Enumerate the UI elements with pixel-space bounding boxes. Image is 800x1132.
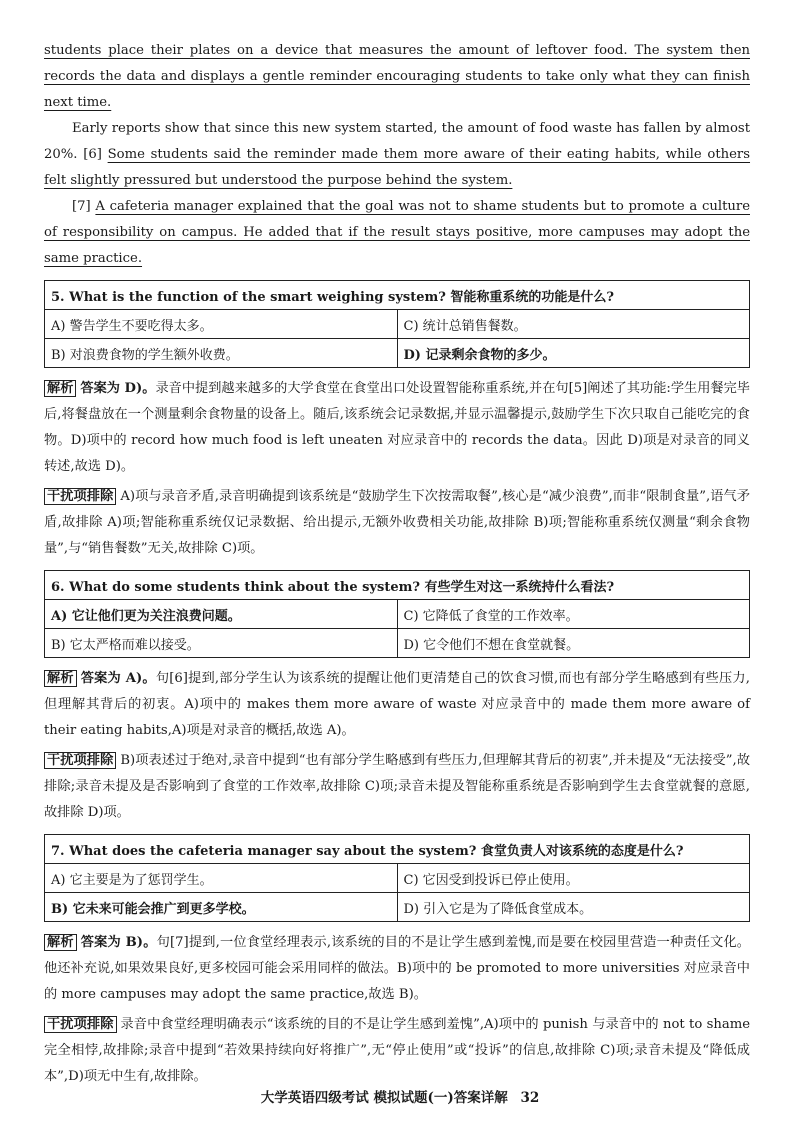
- question-5-option-a: A) 警告学生不要吃得太多。: [45, 310, 398, 339]
- question-5-stem: 5. What is the function of the smart weighing system? 智能称重系统的功能是什么?: [45, 281, 750, 310]
- question-6-answer: 答案为 A)。: [80, 671, 156, 686]
- answer-page: [44, 38, 750, 1094]
- question-7-option-c: C) 它因受到投诉已停止使用。: [397, 864, 750, 893]
- footer-title: 大学英语四级考试 模拟试题(一)答案详解: [260, 1090, 508, 1106]
- question-5-option-d: D) 记录剩余食物的多少。: [397, 339, 750, 368]
- question-6-table: [44, 570, 750, 658]
- page-footer: [0, 1086, 800, 1106]
- question-6-option-c: C) 它降低了食堂的工作效率。: [397, 600, 750, 629]
- question-6-distractors: 干扰项排除 B)项表述过于绝对,录音中提到“也有部分学生略感到有些压力,但理解其背后的初衷”,并未提及“无法接受”,故排除;录音未提及是否影响到了食堂的工作效率,故排除 C)项;录音未提及智能称重系统是否影响到学生去食堂就餐的意愿,故排除 D)项。: [44, 753, 751, 820]
- distractor-label: 干扰项排除: [44, 488, 116, 505]
- passage-early-reports: Early reports show that since this new system started, the amount of food waste has fallen by almost 20%. [6] Some students said the reminder made them more aware of their eating habits, while others felt slightly pressured but understood the purpose behind the system.: [44, 121, 751, 188]
- question-6-option-b: B) 它太严格而难以接受。: [45, 629, 398, 658]
- question-5-option-c: C) 统计总销售餐数。: [397, 310, 750, 339]
- question-6-option-a: A) 它让他们更为关注浪费问题。: [45, 600, 398, 629]
- passage-continuation: students place their plates on a device that measures the amount of leftover food. The system then records the data and displays a gentle reminder encouraging students to take only what they can finish next time.: [44, 43, 750, 110]
- question-5-distractors: 干扰项排除 A)项与录音矛盾,录音明确提到该系统是“鼓励学生下次按需取餐”,核心是“减少浪费”,而非“限制食量”,语气矛盾,故排除 A)项;智能称重系统仅记录数据、给出提示,无额外收费相关功能,故排除 B)项;智能称重系统仅测量“剩余食物量”,与“销售餐数”无关,故排除 C)项。: [44, 489, 751, 556]
- page-number: 32: [520, 1090, 540, 1106]
- analysis-label: 解析: [44, 934, 77, 951]
- sentence-6: Some students said the reminder made them more aware of their eating habits, while others felt slightly pressured but understood the purpose behind the system.: [44, 147, 751, 188]
- question-6-analysis: 解析 答案为 A)。句[6]提到,部分学生认为该系统的提醒让他们更清楚自己的饮食习惯,而也有部分学生略感到有些压力,但理解其背后的初衷。A)项中的 makes them more aware of waste 对应录音中的 made them more aware of their eating habits,A)项是对录音的概括,故选 A)。: [44, 671, 751, 738]
- question-5-option-b: B) 对浪费食物的学生额外收费。: [45, 339, 398, 368]
- question-6-stem: 6. What do some students think about the system? 有些学生对这一系统持什么看法?: [45, 571, 750, 600]
- question-5-table: [44, 280, 750, 368]
- sentence-7: A cafeteria manager explained that the goal was not to shame students but to promote a culture of responsibility on campus. He added that if the result stays positive, more campuses may adopt the same practice.: [44, 199, 750, 266]
- question-6-option-d: D) 它令他们不想在食堂就餐。: [397, 629, 750, 658]
- passage-sentence-7: [44, 194, 750, 272]
- sentence-6-marker: [6]: [83, 147, 102, 162]
- analysis-label: 解析: [44, 670, 77, 687]
- question-5-analysis: 解析 答案为 D)。录音中提到越来越多的大学食堂在食堂出口处设置智能称重系统,并在句[5]阐述了其功能:学生用餐完毕后,将餐盘放在一个测量剩余食物量的设备上。随后,该系统会记录数据,并显示温馨提示,鼓励学生下次只取自己能吃完的食物。D)项中的 record how much food is left uneaten 对应录音中的 records the data。因此 D)项是对录音的同义转述,故选 D)。: [44, 381, 750, 474]
- question-7-distractors: 干扰项排除 录音中食堂经理明确表示“该系统的目的不是让学生感到羞愧”,A)项中的 punish 与录音中的 not to shame 完全相悖,故排除;录音中提到“若效果持续向好将推广”,无“停止使用”或“投诉”的信息,故排除 C)项;录音未提及“降低成本”,D)项无中生有,故排除。: [44, 1017, 750, 1084]
- question-5-answer: 答案为 D)。: [80, 381, 156, 396]
- question-7-option-d: D) 引入它是为了降低食堂成本。: [397, 893, 750, 922]
- distractor-label: 干扰项排除: [44, 752, 116, 769]
- question-7-option-b: B) 它未来可能会推广到更多学校。: [45, 893, 398, 922]
- distractor-label: 干扰项排除: [44, 1016, 117, 1033]
- question-7-table: [44, 834, 750, 922]
- question-7-answer: 答案为 B)。: [80, 935, 157, 950]
- question-7-analysis: 解析 答案为 B)。句[7]提到,一位食堂经理表示,该系统的目的不是让学生感到羞愧,而是要在校园里营造一种责任文化。他还补充说,如果效果良好,更多校园可能会采用同样的做法。B)项中的 be promoted to more universities 对应录音中的 more campuses may adopt the same practice,故选 B)。: [44, 935, 750, 1002]
- question-7-option-a: A) 它主要是为了惩罚学生。: [45, 864, 398, 893]
- sentence-7-marker: [7]: [72, 199, 91, 214]
- analysis-label: 解析: [44, 380, 76, 397]
- question-7-stem: 7. What does the cafeteria manager say about the system? 食堂负责人对该系统的态度是什么?: [45, 835, 750, 864]
